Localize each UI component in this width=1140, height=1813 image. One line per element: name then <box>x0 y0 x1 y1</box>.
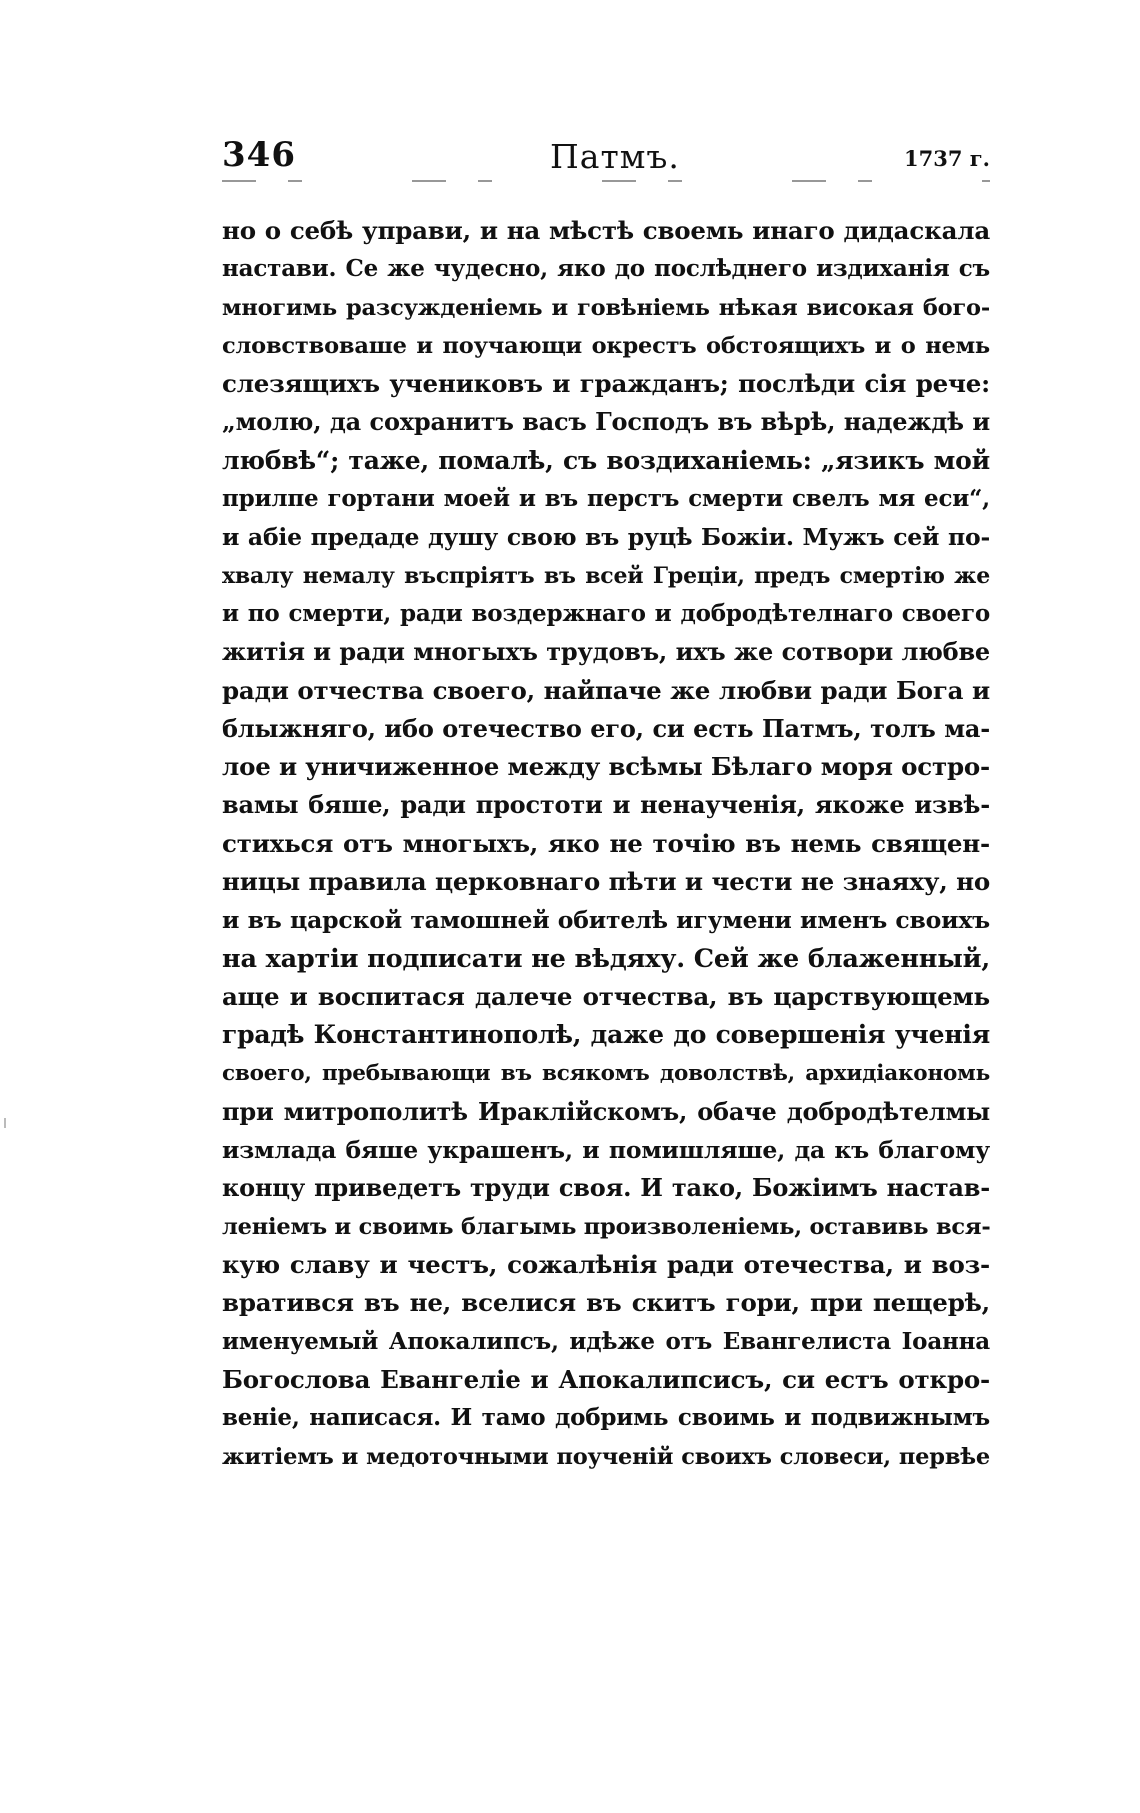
text-line: и по смерти, ради воздержнаго и добродѣтелнаго своего <box>222 599 990 627</box>
text-line: вамы бяше, ради простоти и ненаученія, якоже извѣ- <box>222 790 990 820</box>
text-line: словствоваше и поучающи окрестъ обстоящихъ и о немь <box>222 332 990 359</box>
text-line: на хартіи подписати не вѣдяху. Сей же блаженный, <box>222 943 990 974</box>
text-line: прилпе гортани моей и въ перстъ смерти свелъ мя еси“, <box>222 485 990 513</box>
text-line: „молю, да сохранитъ васъ Господъ въ вѣрѣ, надеждѣ и <box>222 407 990 437</box>
text-line: кую славу и честъ, сожалѣнія ради отечества, и воз- <box>222 1250 990 1280</box>
text-line: настави. Се же чудесно, яко до послѣднего издиханія съ <box>222 255 990 283</box>
text-line: ницы правила церковнаго пѣти и чести не знаяху, но <box>222 867 990 897</box>
body-text <box>222 212 990 1476</box>
text-line: многимь разсужденіемь и говѣніемь нѣкая високая бого- <box>222 294 990 321</box>
text-line: хвалу немалу въспріятъ въ всей Греціи, предъ смертію же <box>222 562 990 589</box>
text-line: леніемъ и своимь благымь произволеніемь, оставивь вся- <box>222 1213 991 1240</box>
running-year: 1737 г. <box>904 146 990 171</box>
text-line: градѣ Константинополѣ, даже до совершенія ученія <box>222 1020 990 1050</box>
text-line: веніе, написася. И тамо добримь своимь и подвижнымъ <box>222 1404 990 1432</box>
text-line: именуемый Апокалипсъ, идѣже отъ Евангелиста Іоанна <box>222 1327 990 1355</box>
text-line: любвѣ“; таже, помалѣ, съ воздиханіемь: „язикъ мой <box>222 445 990 475</box>
text-line: и абіе предаде душу свою въ руцѣ Божіи. Мужъ сей по- <box>222 523 990 552</box>
text-line: концу приведетъ труди своя. И тако, Божіимъ настав- <box>222 1173 990 1203</box>
text-line: житіемъ и медоточными поученій своихъ словеси, первѣе <box>222 1443 990 1470</box>
text-line: Богослова Евангеліе и Апокалипсисъ, си естъ откро- <box>222 1364 990 1394</box>
text-line: при митрополитѣ Ираклійскомъ, обаче добродѣтелмы <box>222 1096 990 1126</box>
text-line: и въ царской тамошней обителѣ игумени именъ своихъ <box>222 906 990 935</box>
text-line: слезящихъ учениковъ и гражданъ; послѣди сія рече: <box>222 369 990 399</box>
page-number: 346 <box>222 135 296 175</box>
text-line: вратився въ не, вселися въ скитъ гори, при пещерѣ, <box>222 1288 990 1318</box>
text-line: измлада бяше украшенъ, и помишляше, да къ благому <box>222 1136 990 1165</box>
text-line: своего, пребывающи въ всякомъ доволствѣ, архидіакономь <box>222 1060 990 1086</box>
text-line: лое и уничиженное между всѣмы Бѣлаго моря остро- <box>222 752 990 782</box>
text-line: житія и ради многыхъ трудовъ, ихъ же сотвори любве <box>222 637 990 667</box>
text-line: но о себѣ управи, и на мѣстѣ своемь инаго дидаскала <box>222 216 990 245</box>
text-line: блыжняго, ибо отечество его, си есть Патмъ, толъ ма- <box>222 713 990 743</box>
running-head <box>222 128 990 178</box>
margin-speck <box>4 1118 6 1128</box>
text-line: стихься отъ многыхъ, яко не точію въ немь священ- <box>222 828 990 858</box>
text-line: аще и воспитася далече отчества, въ царствующемь <box>222 981 990 1011</box>
header-rule <box>222 180 990 182</box>
text-line: ради отчества своего, найпаче же любви ради Бога и <box>222 675 990 705</box>
running-title: Патмъ. <box>550 137 680 176</box>
